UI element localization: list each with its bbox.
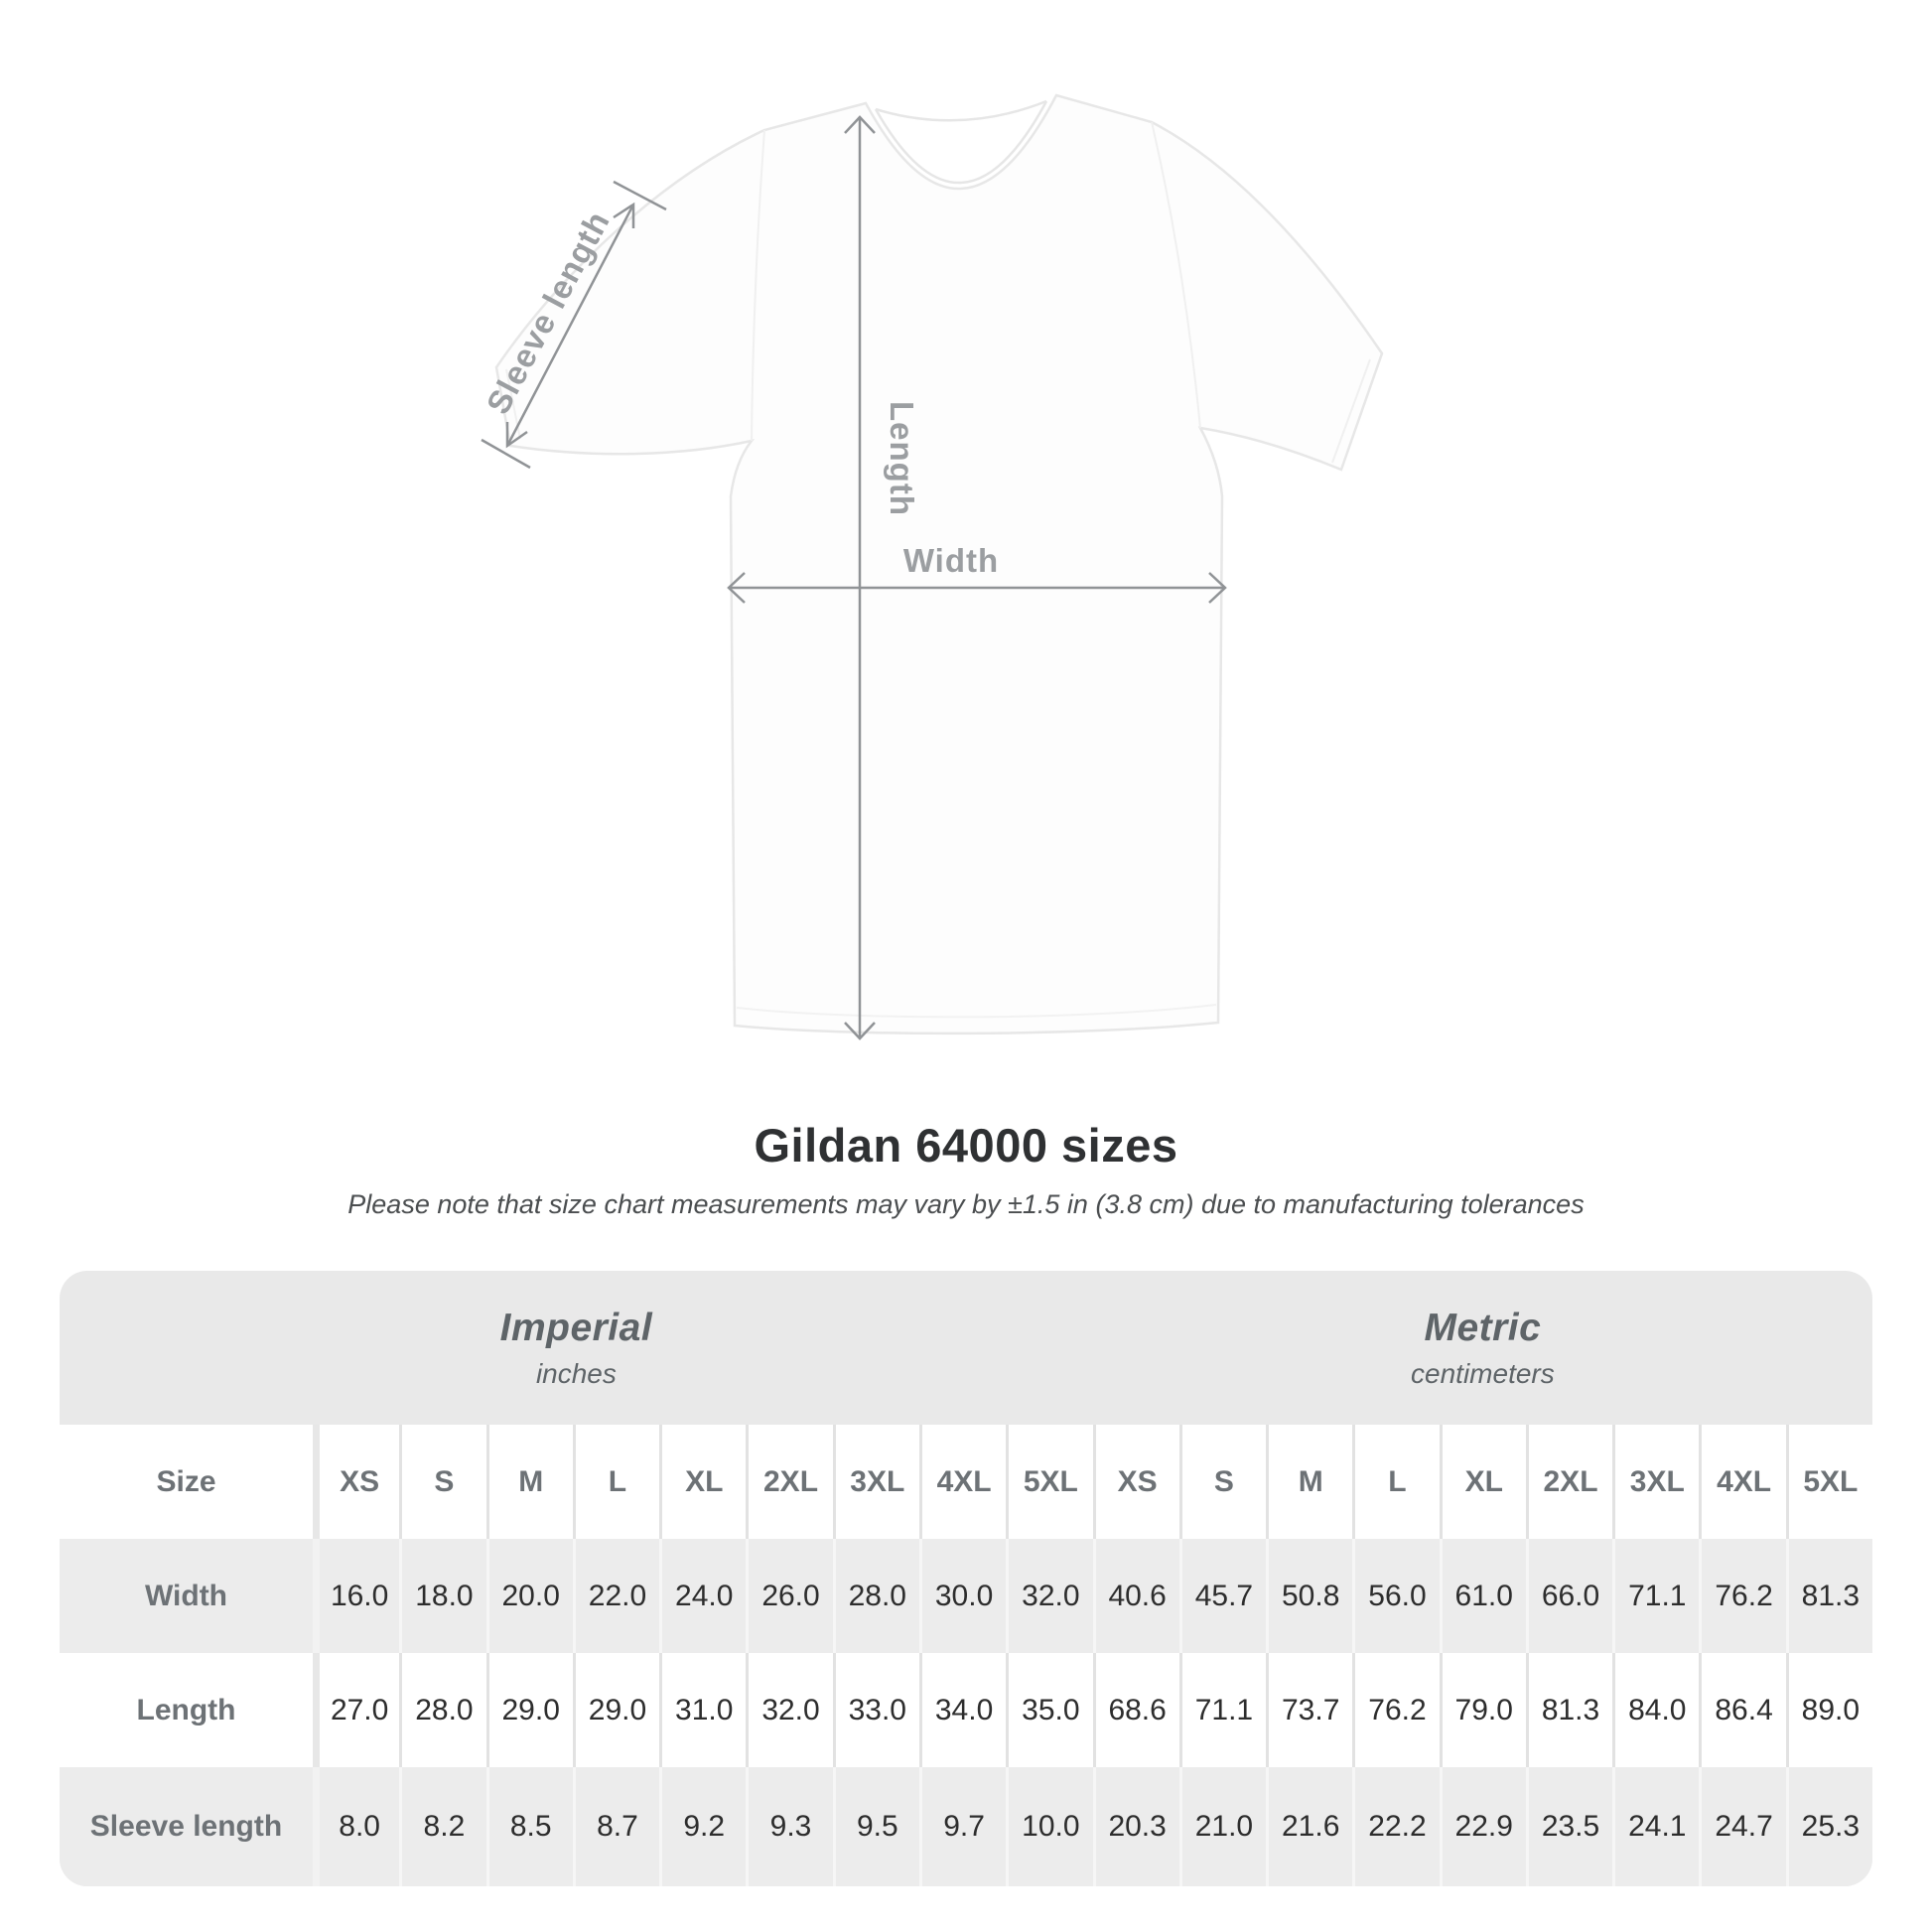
measurement-value: 23.5 xyxy=(1526,1767,1612,1886)
measurement-value: 71.1 xyxy=(1179,1653,1266,1767)
page-title: Gildan 64000 sizes xyxy=(754,1119,1178,1172)
metric-group-title: Metric xyxy=(1424,1306,1542,1349)
measurement-value: 73.7 xyxy=(1266,1653,1352,1767)
size-column-header: 5XL xyxy=(1786,1425,1872,1539)
measurement-value: 24.7 xyxy=(1699,1767,1785,1886)
measurement-value: 76.2 xyxy=(1352,1653,1439,1767)
measurement-value: 21.6 xyxy=(1266,1767,1352,1886)
size-column-header: XL xyxy=(1440,1425,1526,1539)
measurement-value: 20.0 xyxy=(486,1539,573,1653)
imperial-group-title: Imperial xyxy=(499,1306,653,1349)
measurement-value: 8.5 xyxy=(486,1767,573,1886)
measurement-value: 66.0 xyxy=(1526,1539,1612,1653)
measurement-value: 68.6 xyxy=(1093,1653,1179,1767)
measurement-value: 24.0 xyxy=(659,1539,746,1653)
measurement-value: 26.0 xyxy=(746,1539,832,1653)
size-column-header: XS xyxy=(1093,1425,1179,1539)
size-column-header: XL xyxy=(659,1425,746,1539)
measurement-value: 40.6 xyxy=(1093,1539,1179,1653)
measurement-value: 27.0 xyxy=(313,1653,399,1767)
measurement-row-label: Sleeve length xyxy=(60,1767,313,1886)
measurement-value: 8.7 xyxy=(573,1767,659,1886)
measurement-value: 31.0 xyxy=(659,1653,746,1767)
sleeve-dimension-label: Sleeve length xyxy=(479,205,618,420)
length-dimension-label: Length xyxy=(884,401,920,516)
measurement-value: 24.1 xyxy=(1612,1767,1699,1886)
measurement-value: 20.3 xyxy=(1093,1767,1179,1886)
size-table xyxy=(60,1271,1872,1886)
measurement-value: 8.2 xyxy=(399,1767,485,1886)
measurement-value: 76.2 xyxy=(1699,1539,1785,1653)
size-column-header: S xyxy=(1179,1425,1266,1539)
measurement-value: 32.0 xyxy=(1006,1539,1092,1653)
measurement-value: 84.0 xyxy=(1612,1653,1699,1767)
measurement-value: 89.0 xyxy=(1786,1653,1872,1767)
measurement-value: 22.9 xyxy=(1440,1767,1526,1886)
width-dimension-label: Width xyxy=(902,542,1000,579)
tolerance-note: Please note that size chart measurements may vary by ±1.5 in (3.8 cm) due to manufacturing tolerances xyxy=(347,1189,1585,1219)
measurement-value: 8.0 xyxy=(313,1767,399,1886)
measurement-value: 22.0 xyxy=(573,1539,659,1653)
collar-back-seam xyxy=(876,101,1046,120)
size-column-header: L xyxy=(573,1425,659,1539)
measurement-value: 29.0 xyxy=(486,1653,573,1767)
measurement-value: 81.3 xyxy=(1526,1653,1612,1767)
size-column-header: M xyxy=(486,1425,573,1539)
size-column-header: S xyxy=(399,1425,485,1539)
measurement-value: 56.0 xyxy=(1352,1539,1439,1653)
imperial-group-unit: inches xyxy=(535,1357,617,1389)
size-column-header: 4XL xyxy=(1699,1425,1785,1539)
size-column-header: 3XL xyxy=(1612,1425,1699,1539)
measurement-value: 9.2 xyxy=(659,1767,746,1886)
measurement-value: 45.7 xyxy=(1179,1539,1266,1653)
size-column-header: 5XL xyxy=(1006,1425,1092,1539)
size-column-header: XS xyxy=(313,1425,399,1539)
metric-group-header xyxy=(1093,1271,1872,1425)
measurement-value: 29.0 xyxy=(573,1653,659,1767)
size-column-header: 2XL xyxy=(746,1425,832,1539)
measurement-row-width xyxy=(60,1539,1872,1653)
measurement-value: 81.3 xyxy=(1786,1539,1872,1653)
measurement-value: 79.0 xyxy=(1440,1653,1526,1767)
measurement-value: 71.1 xyxy=(1612,1539,1699,1653)
measurement-value: 22.2 xyxy=(1352,1767,1439,1886)
measurement-value: 50.8 xyxy=(1266,1539,1352,1653)
imperial-group-header xyxy=(60,1271,1093,1425)
measurement-value: 30.0 xyxy=(919,1539,1006,1653)
size-corner-label: Size xyxy=(60,1425,313,1539)
measurement-value: 9.3 xyxy=(746,1767,832,1886)
unit-group-header xyxy=(60,1271,1872,1425)
size-column-header: M xyxy=(1266,1425,1352,1539)
measurement-value: 28.0 xyxy=(399,1653,485,1767)
size-column-header: L xyxy=(1352,1425,1439,1539)
measurement-row-label: Width xyxy=(60,1539,313,1653)
measurement-value: 35.0 xyxy=(1006,1653,1092,1767)
measurement-value: 28.0 xyxy=(833,1539,919,1653)
measurement-value: 9.7 xyxy=(919,1767,1006,1886)
size-table-rows xyxy=(60,1425,1872,1886)
measurement-value: 25.3 xyxy=(1786,1767,1872,1886)
measurement-row-sleeve-length xyxy=(60,1767,1872,1886)
size-column-header: 2XL xyxy=(1526,1425,1612,1539)
metric-group-unit: centimeters xyxy=(1411,1357,1555,1389)
measurement-value: 61.0 xyxy=(1440,1539,1526,1653)
measurement-value: 10.0 xyxy=(1006,1767,1092,1886)
measurement-value: 34.0 xyxy=(919,1653,1006,1767)
measurement-value: 9.5 xyxy=(833,1767,919,1886)
measurement-value: 86.4 xyxy=(1699,1653,1785,1767)
measurement-row-label: Length xyxy=(60,1653,313,1767)
size-column-header: 4XL xyxy=(919,1425,1006,1539)
size-header-row xyxy=(60,1425,1872,1539)
measurement-row-length xyxy=(60,1653,1872,1767)
measurement-value: 32.0 xyxy=(746,1653,832,1767)
measurement-value: 33.0 xyxy=(833,1653,919,1767)
measurement-value: 18.0 xyxy=(399,1539,485,1653)
size-column-header: 3XL xyxy=(833,1425,919,1539)
measurement-value: 16.0 xyxy=(313,1539,399,1653)
measurement-value: 21.0 xyxy=(1179,1767,1266,1886)
